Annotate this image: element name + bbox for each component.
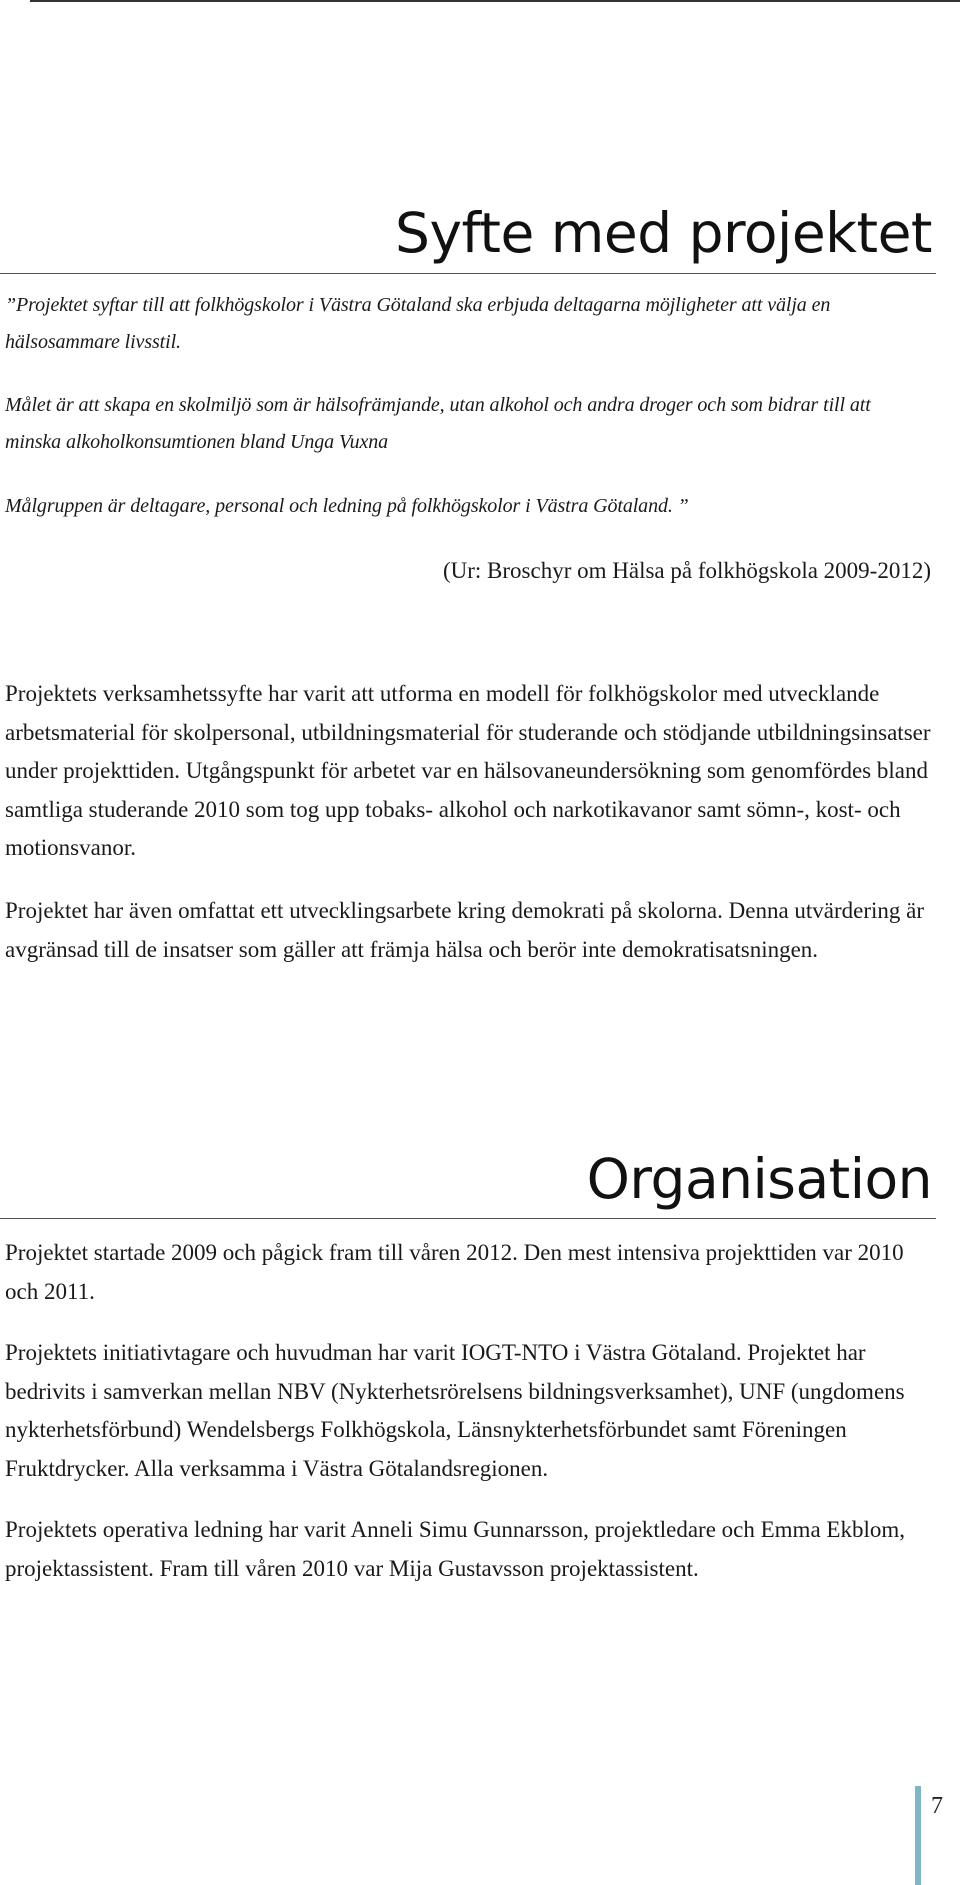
quote-source: (Ur: Broschyr om Hälsa på folkhögskola 2009-2012) <box>442 558 931 583</box>
organisation-paragraph-3: Projektets operativa ledning har varit Anneli Simu Gunnarsson, projektledare och Emma Ekblom, projektassistent. Fram till våren 2010 var Mija Gustavsson projektassistent. <box>5 1517 905 1581</box>
quote-purpose: ”Projektet syftar till att folkhögskolor i Västra Götaland ska erbjuda deltagarna möjligheter att välja en hälsosammare livsstil. <box>5 294 831 353</box>
section-rule-purpose <box>0 273 936 274</box>
purpose-paragraph-1: Projektets verksamhetssyfte har varit att utforma en modell för folkhögskolor med utvecklande arbetsmaterial för skolpersonal, utbildningsmaterial för studerande och stödjande utbildningsinsatser under projekttiden. Utgångspunkt för arbetet var en hälsovaneundersökning som genomfördes bland samtliga studerande 2010 som tog upp tobaks- alkohol och narkotikavanor samt sömn-, kost- och motionsvanor. <box>5 681 931 860</box>
page-number: 7 <box>931 1793 943 1819</box>
quote-goal: Målet är att skapa en skolmiljö som är hälsofrämjande, utan alkohol och andra droger och som bidrar till att minska alkoholkonsumtionen bland Unga Vuxna <box>5 394 871 453</box>
organisation-paragraph-2: Projektets initiativtagare och huvudman har varit IOGT-NTO i Västra Götaland. Projektet har bedrivits i samverkan mellan NBV (Nykterhetsrörelsens bildningsverksamhet), UNF (ungdomens nykterhetsförbund) Wendelsbergs Folkhögskola, Länsnykterhetsförbundet samt Föreningen Fruktdrycker. Alla verksamma i Västra Götalandsregionen. <box>5 1340 905 1481</box>
organisation-paragraph-1: Projektet startade 2009 och pågick fram till våren 2012. Den mest intensiva projekttiden var 2010 och 2011. <box>5 1240 904 1304</box>
page-number-box <box>915 1786 960 1885</box>
quote-target-group: Målgruppen är deltagare, personal och ledning på folkhögskolor i Västra Götaland. ” <box>5 495 689 517</box>
page-accent-bar <box>915 1786 921 1885</box>
section-title-purpose: Syfte med projektet <box>395 201 932 265</box>
section-rule-organisation <box>0 1218 936 1219</box>
purpose-paragraph-2: Projektet har även omfattat ett utvecklingsarbete kring demokrati på skolorna. Denna utvärdering är avgränsad till de insatser som gäller att främja hälsa och berör inte demokratisatsningen. <box>5 898 925 962</box>
top-rule <box>30 0 960 2</box>
section-title-organisation: Organisation <box>586 1147 932 1211</box>
